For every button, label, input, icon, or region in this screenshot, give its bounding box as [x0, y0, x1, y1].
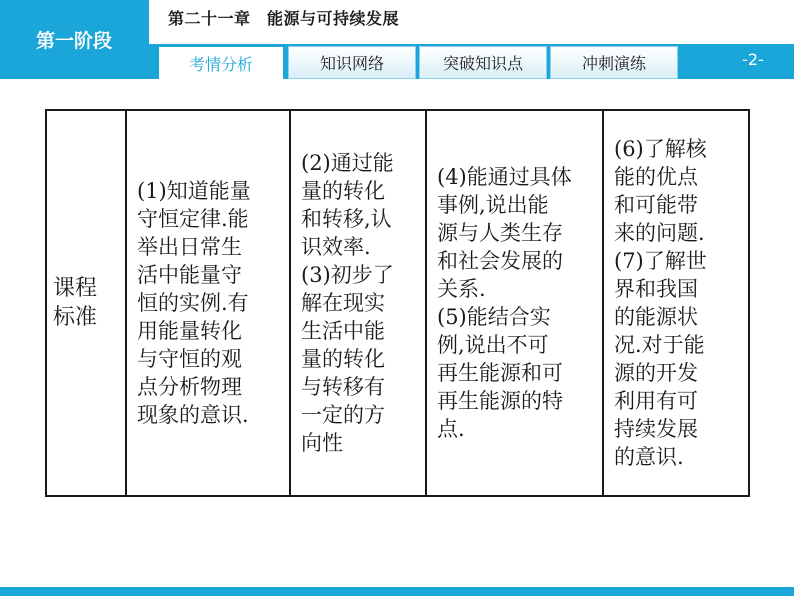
bottom-accent-bar: [0, 587, 794, 596]
table-cell: [126, 110, 290, 496]
tab-sprint-practice[interactable]: 冲刺演练: [550, 46, 678, 79]
tab-knowledge-network[interactable]: 知识网络: [288, 46, 416, 79]
table-cell: [426, 110, 603, 496]
standard-text-4: (6)了解核 能的优点 和可能带 来的问题. (7)了解世 界和我国 的能源状 况.对于能 源的开发 利用有可 持续发展 的意识.: [614, 137, 707, 469]
table-row: [46, 110, 749, 496]
standard-text-3: (4)能通过具体 事例,说出能 源与人类生存 和社会发展的 关系. (5)能结合实 例,说出不可 再生能源和可 再生能源的特 点.: [437, 165, 572, 441]
standard-text-2: (2)通过能 量的转化 和转移,认 识效率. (3)初步了 解在现实 生活中能 量的转化 与转移有 一定的方 向性: [301, 151, 394, 455]
tab-exam-analysis[interactable]: 考情分析: [157, 45, 285, 79]
page-number: -2-: [742, 50, 764, 69]
table-cell: [603, 110, 749, 496]
stage-badge: 第一阶段: [0, 0, 149, 79]
table-cell: [290, 110, 426, 496]
chapter-title: 第二十一章 能源与可持续发展: [168, 9, 400, 28]
row-label-cell: [46, 110, 126, 496]
tab-breakthrough-points[interactable]: 突破知识点: [419, 46, 547, 79]
row-label: 课程 标准: [53, 276, 98, 330]
curriculum-standards-table: [45, 109, 750, 497]
standard-text-1: (1)知道能量 守恒定律.能 举出日常生 活中能量守 恒的实例.有 用能量转化 与守恒的观 点分析物理 现象的意识.: [137, 179, 251, 427]
